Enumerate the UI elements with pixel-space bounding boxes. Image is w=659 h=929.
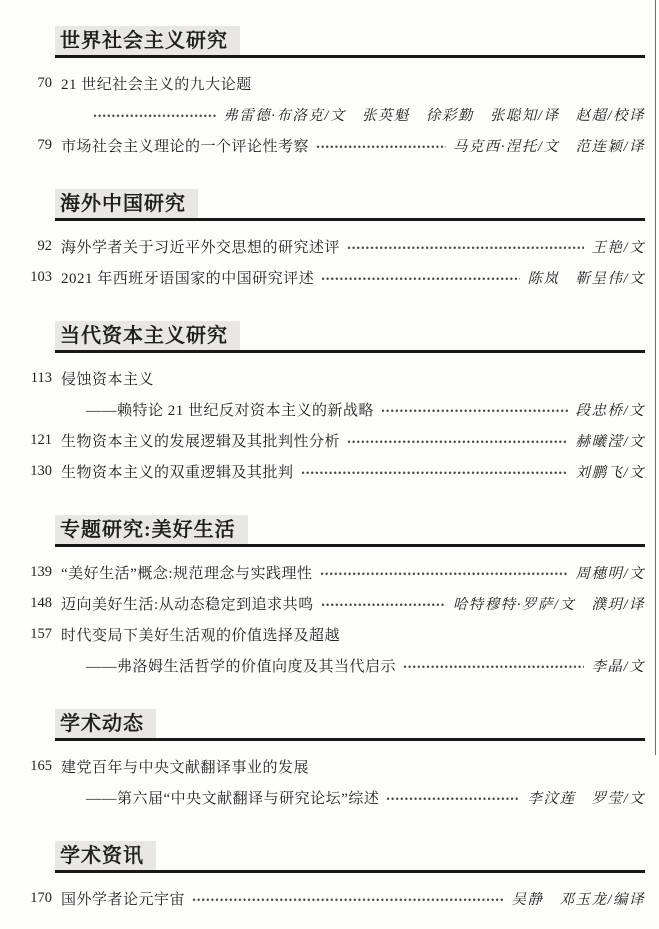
toc-entry-line [28,262,645,293]
page-number: 165 [30,758,52,774]
entry-line-body [61,267,645,288]
entry-title: 时代变局下美好生活观的价值选择及超越 [61,628,341,644]
entry-line-body [61,624,645,645]
page-number: 170 [30,890,52,906]
entry-title: ——赖特论 21 世纪反对资本主义的新战略 [86,403,375,419]
entry-title: ——第六届“中央文献翻译与研究论坛”综述 [86,791,380,807]
page-number: 103 [30,269,52,285]
entry-title: 迈向美好生活:从动态稳定到追求共鸣 [61,597,314,613]
entry-line-body [61,787,645,808]
section-header [55,841,645,873]
section-header [55,515,645,547]
section-header [55,189,645,221]
leader-dots [321,267,520,288]
page-number: 130 [30,463,52,479]
leader-dots [321,593,446,614]
page-number: 121 [30,432,52,448]
entry-line-body [61,236,645,257]
entry-line-body [61,461,645,482]
toc-entry-line [28,68,645,99]
section-title: 专题研究:美好生活 [55,515,248,544]
toc-entry-line [28,650,645,681]
page-number: 157 [30,626,52,642]
page-number: 79 [37,137,52,153]
toc-section [28,189,645,293]
entry-title: “美好生活”概念:规范理念与实践理性 [61,566,313,582]
entry-authors: 弗雷德·布洛克/文 张英魁 徐彩勤 张聪知/译 赵超/校译 [223,108,645,124]
toc-section [28,709,645,813]
toc [28,26,645,914]
entry-title: 生物资本主义的双重逻辑及其批判 [61,465,294,481]
toc-entry-line [28,557,645,588]
scan-edge-line [655,0,657,755]
toc-entry-line [28,231,645,262]
entry-title: ——弗洛姆生活哲学的价值向度及其当代启示 [86,659,397,675]
entry-title: 国外学者论元宇宙 [61,892,186,908]
entry-line-body [61,104,645,125]
section-header [55,321,645,353]
leader-dots [347,236,584,257]
toc-entry-line [28,99,645,130]
entry-line-body [61,593,645,614]
section-title: 学术动态 [55,709,156,738]
leader-dots [301,461,569,482]
leader-dots [386,787,520,808]
toc-entry-line [28,619,645,650]
leader-dots [316,135,446,156]
leader-dots [347,430,568,451]
entry-line-body [61,756,645,777]
section-title: 当代资本主义研究 [55,321,240,350]
toc-entry-line [28,588,645,619]
entry-line-body [61,368,645,389]
toc-entry-line [28,883,645,914]
entry-authors: 王艳/文 [591,240,645,256]
entry-authors: 段忠桥/文 [575,403,645,419]
entry-authors: 马克西·涅托/文 范连颖/译 [452,139,645,155]
entry-line-body [61,888,645,909]
leader-dots [192,888,504,909]
entry-authors: 李晶/文 [591,659,645,675]
entry-authors: 哈特穆特·罗萨/文 濮玥/译 [452,597,645,613]
entry-line-body [61,73,645,94]
toc-section [28,321,645,487]
entry-line-body [61,655,645,676]
entry-title: 21 世纪社会主义的九大论题 [61,77,252,93]
page-number: 113 [30,370,52,386]
entry-authors: 赫曦滢/文 [575,434,645,450]
entry-authors: 陈岚 靳呈伟/文 [527,271,645,287]
entry-line-body [61,135,645,156]
page-number: 139 [30,564,52,580]
page-number: 148 [30,595,52,611]
toc-section [28,841,645,914]
leader-dots [320,562,569,583]
section-title: 世界社会主义研究 [55,26,240,55]
entry-title: 2021 年西班牙语国家的中国研究评述 [61,271,315,287]
toc-entry-line [28,363,645,394]
leader-dots [403,655,584,676]
page-number: 70 [37,75,52,91]
entry-authors: 刘鹏飞/文 [575,465,645,481]
entry-line-body [61,399,645,420]
entry-title: 侵蚀资本主义 [61,372,155,388]
entry-authors: 吴静 邓玉龙/编译 [511,892,645,908]
toc-section [28,26,645,161]
section-title: 学术资讯 [55,841,156,870]
entry-line-body [61,562,645,583]
section-header [55,709,645,741]
toc-entry-line [28,782,645,813]
toc-entry-line [28,394,645,425]
section-title: 海外中国研究 [55,189,198,218]
toc-section [28,515,645,681]
toc-entry-line [28,456,645,487]
entry-title: 市场社会主义理论的一个评论性考察 [61,139,310,155]
entry-title: 生物资本主义的发展逻辑及其批判性分析 [61,434,341,450]
leader-dots [93,104,216,125]
section-header [55,26,645,58]
page-number: 92 [37,238,52,254]
entry-authors: 周穗明/文 [575,566,645,582]
entry-authors: 李汶莲 罗莹/文 [527,791,645,807]
leader-dots [381,399,568,420]
toc-entry-line [28,425,645,456]
toc-entry-line [28,751,645,782]
entry-title: 建党百年与中央文献翻译事业的发展 [61,760,310,776]
entry-title: 海外学者关于习近平外交思想的研究述评 [61,240,341,256]
entry-line-body [61,430,645,451]
toc-entry-line [28,130,645,161]
